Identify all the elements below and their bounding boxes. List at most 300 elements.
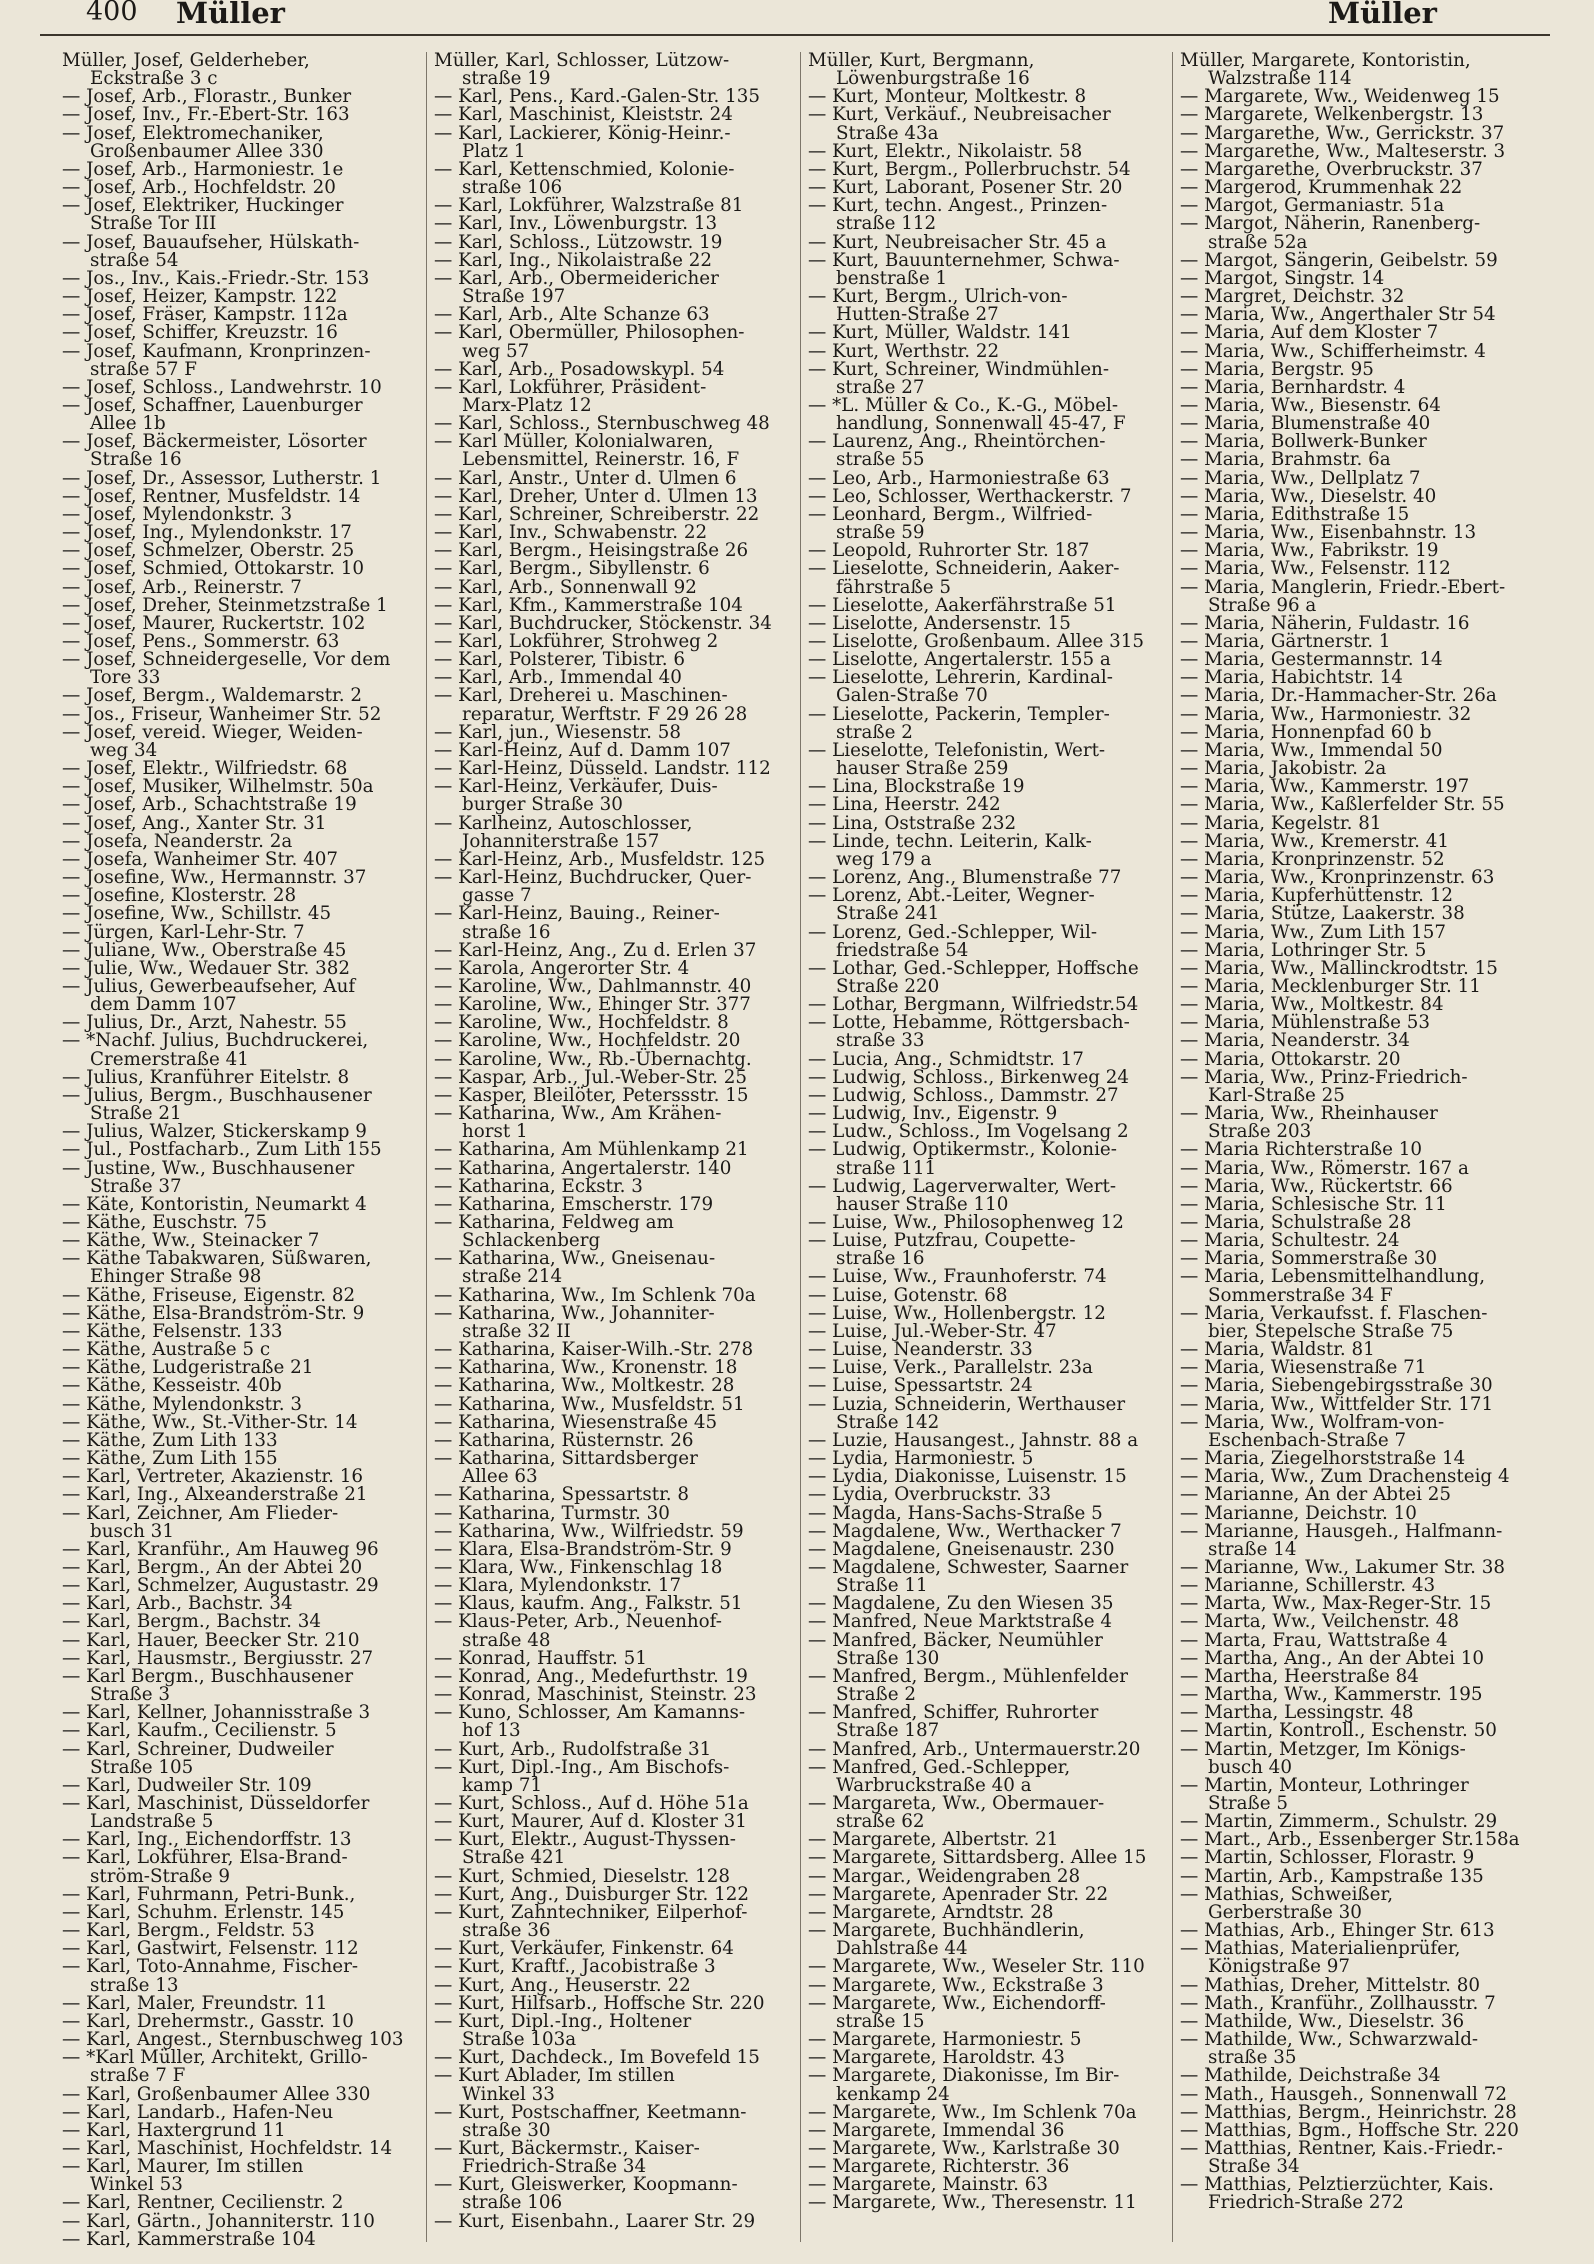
directory-entry-line: — Karl, Kaufm., Cecilienstr. 5	[62, 1720, 337, 1742]
directory-entry-line: — Käthe, Zum Lith 133	[62, 1429, 278, 1451]
directory-entry-line: Müller, Josef, Gelderheber,	[62, 52, 310, 71]
directory-entry-line: — Karl, Arb., Sonnenwall 92	[434, 576, 697, 598]
directory-entry-line: — Kurt, Hilfsarb., Hoffsche Str. 220	[434, 1992, 765, 2014]
directory-entry-line: — Maria Richterstraße 10	[1180, 1139, 1423, 1161]
directory-entry-line: — Maria, Ww., Dellplatz 7	[1180, 467, 1421, 489]
directory-entry-line: — Julie, Ww., Wedauer Str. 382	[62, 957, 351, 979]
directory-entry-line: — Maria, Ww., Rückertstr. 66	[1180, 1175, 1453, 1197]
directory-entry-line: — Julius, Gewerbeaufseher, Auf	[62, 975, 356, 997]
directory-entry-line: — Käthe, Mylendonkstr. 3	[62, 1393, 302, 1415]
directory-entry-line: — Käthe, Zum Lith 155	[62, 1448, 278, 1470]
directory-entry-line: — Maria, Sommerstraße 30	[1180, 1248, 1438, 1270]
directory-entry-line: — Karl, Bergm., Sibyllenstr. 6	[434, 558, 710, 580]
directory-entry-line: — Margarethe, Overbruckstr. 37	[1180, 158, 1483, 180]
directory-entry-line: — Margarete, Diakonisse, Im Bir-	[808, 2065, 1120, 2087]
directory-entry-line: — Karl, Kellner, Johannisstraße 3	[62, 1702, 371, 1724]
directory-entry-line: — Margarete, Albertstr. 21	[808, 1829, 1059, 1851]
directory-entry-line: handlung, Sonnenwall 45-47, F	[836, 413, 1126, 435]
directory-entry-line: Straße 96 a	[1208, 594, 1317, 616]
directory-entry-line: straße 35	[1208, 2047, 1297, 2069]
directory-entry-line: — Karoline, Ww., Dahlmannstr. 40	[434, 975, 752, 997]
directory-entry-line: — Maria, Gestermannstr. 14	[1180, 649, 1443, 671]
directory-entry-line: bier, Stepelsche Straße 75	[1208, 1320, 1454, 1342]
directory-entry-line: Winkel 53	[90, 2174, 183, 2196]
directory-entry-line: — Maria, Ww., Eisenbahnstr. 13	[1180, 522, 1477, 544]
right-running-head: Müller	[1328, 0, 1437, 30]
directory-entry-line: — Kurt, Werthstr. 22	[808, 340, 1000, 362]
directory-entry-line: — Marianne, Ww., Lakumer Str. 38	[1180, 1556, 1505, 1578]
directory-entry-line: — Karl-Heinz, Bauing., Reiner-	[434, 903, 720, 925]
directory-entry-line: — Manfred, Neue Marktstraße 4	[808, 1611, 1112, 1633]
directory-entry-line: — Matthias, Bgm., Hoffsche Str. 220	[1180, 2119, 1519, 2141]
directory-entry-line: — Math., Kranführ., Zollhausstr. 7	[1180, 1992, 1496, 2014]
directory-entry-line: hauser Straße 110	[836, 1193, 1009, 1215]
page-number: 400	[86, 0, 138, 27]
directory-entry-line: — Katharina, Am Mühlenkamp 21	[434, 1139, 749, 1161]
directory-entry-line: horst 1	[462, 1121, 528, 1143]
directory-entry-line: straße 16	[836, 1248, 925, 1270]
directory-entry-line: — Käthe, Kesseistr. 40b	[62, 1375, 282, 1397]
directory-entry-line: — Kurt, Zahntechniker, Eilperhof-	[434, 1901, 748, 1923]
directory-entry-line: — Math., Hausgeh., Sonnenwall 72	[1180, 2083, 1507, 2105]
directory-entry-line: — Martin, Arb., Kampstraße 135	[1180, 1865, 1484, 1887]
directory-entry-line: — Lothar, Bergmann, Wilfriedstr.54	[808, 994, 1139, 1016]
directory-entry-line: — Katharina, Turmstr. 30	[434, 1502, 670, 1524]
directory-entry-line: Müller, Margarete, Kontoristin,	[1180, 52, 1471, 71]
directory-entry-line: — Maria, Wiesenstraße 71	[1180, 1357, 1427, 1379]
directory-entry-line: — Karl, Ing., Nikolaistraße 22	[434, 249, 712, 271]
directory-entry-line: — Margarete, Buchhändlerin,	[808, 1920, 1085, 1942]
directory-entry-line: — Ludwig, Lagerverwalter, Wert-	[808, 1175, 1117, 1197]
directory-entry-line: — Maria, Schulstraße 28	[1180, 1212, 1412, 1233]
directory-entry-line: dem Damm 107	[90, 994, 237, 1016]
directory-entry-line: Allee 1b	[90, 413, 166, 435]
directory-entry-line: — Maria, Ww., Angerthaler Str 54	[1180, 304, 1496, 326]
directory-entry-line: — Lina, Blockstraße 19	[808, 776, 1025, 798]
directory-entry-line: — Josef, Inv., Fr.-Ebert-Str. 163	[62, 104, 350, 126]
directory-entry-line: — Justine, Ww., Buschhausener	[62, 1157, 355, 1179]
directory-entry-line: — Karl Müller, Kolonialwaren,	[434, 431, 714, 453]
directory-entry-line: — Jul., Postfacharb., Zum Lith 155	[62, 1139, 382, 1161]
directory-entry-line: — Kurt, Verkäufer, Finkenstr. 64	[434, 1938, 734, 1960]
directory-entry-line: — Maria, Bollwerk-Bunker	[1180, 431, 1427, 453]
left-running-head: Müller	[176, 0, 285, 30]
directory-entry-line: — Josef, Ang., Xanter Str. 31	[62, 812, 327, 834]
directory-entry-line: — Karl, Dudweiler Str. 109	[62, 1774, 312, 1796]
directory-entry-line: Hutten-Straße 27	[836, 304, 999, 326]
directory-entry-line: — Julius, Kranführer Eitelstr. 8	[62, 1066, 350, 1088]
column-divider	[1172, 52, 1173, 2242]
directory-entry-line: — Marta, Ww., Veilchenstr. 48	[1180, 1611, 1460, 1633]
directory-entry-line: — Maria, Mecklenburger Str. 11	[1180, 975, 1481, 997]
directory-entry-line: — Liselotte, Angertalerstr. 155 a	[808, 649, 1111, 671]
directory-entry-line: — Karl, Bergm., Heisingstraße 26	[434, 540, 749, 562]
directory-entry-line: — Maria, Ww., Fabrikstr. 19	[1180, 540, 1439, 562]
directory-entry-line: — Kurt, Elektr., Nikolaistr. 58	[808, 140, 1083, 162]
directory-entry-line: gasse 7	[462, 885, 532, 907]
directory-entry-line: — Margarete, Ww., Eichendorff-	[808, 1992, 1106, 2014]
directory-entry-line: straße 13	[90, 1974, 179, 1996]
directory-entry-line: Straße 21	[90, 1103, 182, 1125]
directory-entry-line: Eschenbach-Straße 7	[1208, 1429, 1407, 1451]
directory-entry-line: — Josef, Elektriker, Huckinger	[62, 195, 344, 217]
directory-entry-line: — Karl, Arb., Obermeidericher	[434, 267, 719, 289]
directory-entry-line: — Luise, Ww., Philosophenweg 12	[808, 1212, 1124, 1233]
directory-entry-line: straße 15	[836, 2010, 925, 2032]
directory-entry-line: weg 179 a	[836, 848, 932, 870]
directory-entry-line: — Josef, Arb., Florastr., Bunker	[62, 86, 352, 108]
directory-entry-line: burger Straße 30	[462, 794, 623, 816]
directory-entry-line: — Luzie, Hausangest., Jahnstr. 88 a	[808, 1429, 1139, 1451]
directory-entry-line: — Käthe, Euschstr. 75	[62, 1212, 268, 1233]
directory-entry-line: — Mathias, Materialienprüfer,	[1180, 1938, 1461, 1960]
directory-entry-line: — Karl, Kettenschmied, Kolonie-	[434, 158, 735, 180]
directory-entry-line: — Manfred, Ged.-Schlepper,	[808, 1756, 1071, 1778]
directory-entry-line: — Karl, Haxtergrund 11	[62, 2119, 286, 2141]
directory-entry-line: — Luise, Putzfrau, Coupette-	[808, 1230, 1076, 1252]
directory-entry-line: — Maria, Ww., Schifferheimstr. 4	[1180, 340, 1486, 362]
directory-entry-line: — Mart., Arb., Essenberger Str.158a	[1180, 1829, 1520, 1851]
directory-entry-line: — Josef, Fräser, Kampstr. 112a	[62, 304, 348, 326]
directory-entry-line: — Konrad, Hauffstr. 51	[434, 1647, 647, 1669]
directory-entry-line: Tore 33	[90, 667, 161, 689]
directory-entry-line: — Lorenz, Ang., Blumenstraße 77	[808, 867, 1122, 889]
directory-entry-line: — Josef, Bauaufseher, Hülskath-	[62, 231, 360, 253]
directory-entry-line: — Karl, Inv., Löwenburgstr. 13	[434, 213, 718, 235]
directory-entry-line: — Ludwig, Inv., Eigenstr. 9	[808, 1103, 1058, 1125]
directory-entry-line: — Josef, Maurer, Ruckertstr. 102	[62, 612, 366, 634]
directory-entry-line: — Martha, Ww., Kammerstr. 195	[1180, 1684, 1483, 1706]
directory-entry-line: — Kaspar, Arb., Jul.-Weber-Str. 25	[434, 1066, 748, 1088]
directory-entry-line: — Marta, Ww., Max-Reger-Str. 15	[1180, 1593, 1492, 1615]
directory-entry-line: — Luise, Verk., Parallelstr. 23a	[808, 1357, 1093, 1379]
directory-entry-line: — Karl Bergm., Buschhausener	[62, 1665, 354, 1687]
directory-entry-line: — Kurt, Bergm., Ulrich-von-	[808, 286, 1068, 308]
directory-entry-line: straße 14	[1208, 1538, 1297, 1560]
directory-entry-line: — Maria, Ziegelhorststraße 14	[1180, 1448, 1466, 1470]
directory-entry-line: Straße 5	[1208, 1793, 1288, 1814]
directory-entry-line: Straße 3	[90, 1684, 170, 1706]
directory-entry-line: — Konrad, Ang., Medefurthstr. 19	[434, 1665, 748, 1687]
directory-entry-line: — Margarete, Immendal 36	[808, 2119, 1065, 2141]
directory-entry-line: — Karl, Rentner, Cecilienstr. 2	[62, 2192, 344, 2214]
directory-entry-line: — Karl-Heinz, Arb., Musfeldstr. 125	[434, 848, 766, 870]
directory-entry-line: — Josef, Kaufmann, Kronprinzen-	[62, 340, 371, 362]
page-header	[0, 0, 1594, 42]
directory-entry-line: — Lotte, Hebamme, Röttgersbach-	[808, 1012, 1130, 1034]
directory-entry-line: — Margot, Singstr. 14	[1180, 267, 1385, 289]
directory-entry-line: — Karl, Arb., Bachstr. 34	[62, 1593, 293, 1615]
directory-entry-line: — Kurt, Laborant, Posener Str. 20	[808, 177, 1123, 199]
directory-entry-line: — Karl, Hausmstr., Bergiusstr. 27	[62, 1647, 374, 1669]
directory-entry-line: — Karl, Großenbaumer Allee 330	[62, 2083, 371, 2105]
directory-entry-line: Straße 142	[836, 1411, 940, 1433]
directory-entry-line: — Maria, Ww., Wolfram-von-	[1180, 1411, 1445, 1433]
directory-entry-line: — Maria, Ww., Prinz-Friedrich-	[1180, 1066, 1468, 1088]
directory-entry-line: — Jürgen, Karl-Lehr-Str. 7	[62, 921, 305, 943]
directory-entry-line: — Kuno, Schlosser, Am Kamanns-	[434, 1702, 746, 1724]
directory-entry-line: — Margarete, Harmoniestr. 5	[808, 2029, 1082, 2051]
directory-entry-line: — *Karl Müller, Architekt, Grillo-	[62, 2047, 368, 2069]
directory-entry-line: Eckstraße 3 c	[90, 68, 218, 90]
directory-entry-line: — Mathilde, Deichstraße 34	[1180, 2065, 1441, 2087]
directory-entry-line: — Mathilde, Ww., Dieselstr. 36	[1180, 2010, 1465, 2032]
directory-entry-line: straße 55	[836, 449, 925, 471]
directory-entry-line: hauser Straße 259	[836, 758, 1009, 780]
directory-entry-line: — Karl, Gastwirt, Felsenstr. 112	[62, 1938, 359, 1960]
directory-entry-line: — Luise, Gotenstr. 68	[808, 1284, 1008, 1306]
directory-entry-line: kenkamp 24	[836, 2083, 950, 2105]
directory-entry-line: — Katharina, Ww., Musfeldstr. 51	[434, 1393, 745, 1415]
directory-entry-line: — Mathias, Schweißer,	[1180, 1883, 1394, 1905]
directory-entry-line: — Maria, Ww., Mallinckrodtstr. 15	[1180, 957, 1498, 979]
directory-entry-line: straße 48	[462, 1629, 551, 1651]
directory-entry-line: — Klara, Mylendonkstr. 17	[434, 1575, 682, 1597]
directory-entry-line: — Maria, Ww., Dieselstr. 40	[1180, 485, 1437, 507]
directory-entry-line: weg 34	[90, 739, 158, 761]
directory-entry-line: Straße 2	[836, 1684, 916, 1706]
directory-entry-line: — Käte, Kontoristin, Neumarkt 4	[62, 1193, 367, 1215]
directory-entry-line: — Josef, Heizer, Kampstr. 122	[62, 286, 338, 308]
directory-entry-line: busch 31	[90, 1520, 174, 1542]
directory-entry-line: — Karl, Zeichner, Am Flieder-	[62, 1502, 339, 1524]
directory-entry-line: — Kurt, Monteur, Moltkestr. 8	[808, 86, 1087, 108]
directory-entry-line: Cremerstraße 41	[90, 1048, 249, 1070]
directory-entry-line: — Katharina, Ww., Wilfriedstr. 59	[434, 1520, 744, 1542]
directory-entry-line: — Maria, Ottokarstr. 20	[1180, 1048, 1401, 1070]
directory-entry-line: — Marta, Frau, Wattstraße 4	[1180, 1629, 1448, 1651]
directory-entry-line: — Karl, Ing., Alxeanderstraße 21	[62, 1484, 368, 1506]
directory-entry-line: — Manfred, Bergm., Mühlenfelder	[808, 1665, 1128, 1687]
directory-entry-line: — Josef, Elektr., Wilfriedstr. 68	[62, 758, 348, 780]
directory-entry-line: Warbruckstraße 40 a	[836, 1774, 1032, 1796]
directory-entry-line: — Karl, Drehermstr., Gasstr. 10	[62, 2010, 354, 2032]
directory-entry-line: — Kurt, Kraftf., Jacobistraße 3	[434, 1956, 716, 1978]
directory-entry-line: straße 54	[90, 249, 179, 271]
directory-entry-line: — Kurt, Bergm., Pollerbruchstr. 54	[808, 158, 1131, 180]
directory-entry-line: — Matthias, Pelztierzüchter, Kais.	[1180, 2174, 1494, 2196]
directory-entry-line: ström-Straße 9	[90, 1865, 230, 1887]
directory-entry-line: — Katharina, Ww., Gneisenau-	[434, 1248, 716, 1270]
directory-entry-line: — Maria, Näherin, Fuldastr. 16	[1180, 612, 1470, 634]
directory-entry-line: Lebensmittel, Reinerstr. 16, F	[462, 449, 740, 471]
directory-entry-line: — Karl, Maschinist, Hochfeldstr. 14	[62, 2137, 393, 2159]
directory-entry-line: — Maria, Bernhardstr. 4	[1180, 376, 1406, 398]
directory-entry-line: straße 57 F	[90, 358, 197, 380]
directory-entry-line: Walzstraße 114	[1208, 68, 1352, 90]
directory-entry-line: — Karl, Maurer, Im stillen	[62, 2156, 304, 2178]
directory-entry-line: fährstraße 5	[836, 576, 952, 598]
directory-entry-line: — Magdalene, Schwester, Saarner	[808, 1556, 1129, 1578]
directory-entry-line: Johanniterstraße 157	[462, 830, 660, 852]
directory-entry-line: — Margarete, Haroldstr. 43	[808, 2047, 1065, 2069]
directory-entry-line: — Maria, Ww., Harmoniestr. 32	[1180, 703, 1472, 725]
directory-entry-line: — Josef, Dr., Assessor, Lutherstr. 1	[62, 467, 382, 489]
directory-entry-line: — Katharina, Ww., Im Schlenk 70a	[434, 1284, 756, 1306]
directory-entry-line: Straße 241	[836, 903, 940, 925]
directory-entry-line: — Maria, Lothringer Str. 5	[1180, 939, 1427, 961]
directory-entry-line: Galen-Straße 70	[836, 685, 988, 707]
directory-entry-line: — Karola, Angerorter Str. 4	[434, 957, 690, 979]
directory-entry-line: straße 62	[836, 1811, 925, 1833]
directory-entry-line: — Karl-Heinz, Verkäufer, Duis-	[434, 776, 718, 798]
directory-entry-line: — Maria, Dr.-Hammacher-Str. 26a	[1180, 685, 1497, 707]
directory-entry-line: — Manfred, Schiffer, Ruhrorter	[808, 1702, 1099, 1724]
directory-entry-line: straße 27	[836, 376, 925, 398]
directory-entry-line: — Karl, Anstr., Unter d. Ulmen 6	[434, 467, 737, 489]
directory-entry-line: straße 16	[462, 921, 551, 943]
directory-entry-line: — Maria, Ww., Kremerstr. 41	[1180, 830, 1449, 852]
directory-entry-line: — Karl, Toto-Annahme, Fischer-	[62, 1956, 359, 1978]
directory-entry-line: — Juliane, Ww., Oberstraße 45	[62, 939, 347, 961]
directory-entry-line: straße 112	[836, 213, 937, 235]
directory-entry-line: — Josef, Arb., Hochfeldstr. 20	[62, 177, 336, 199]
directory-entry-line: — Karl, Pens., Kard.-Galen-Str. 135	[434, 86, 760, 108]
directory-entry-line: — Margareta, Ww., Obermauer-	[808, 1793, 1105, 1814]
directory-entry-line: — Martha, Ang., An der Abtei 10	[1180, 1647, 1485, 1669]
directory-entry-line: — Kurt, Schmied, Dieselstr. 128	[434, 1865, 731, 1887]
directory-entry-line: — Karl, Inv., Schwabenstr. 22	[434, 522, 708, 544]
directory-entry-line: — Katharina, Ww., Am Krähen-	[434, 1103, 722, 1125]
directory-entry-line: — Magdalene, Zu den Wiesen 35	[808, 1593, 1114, 1615]
directory-entry-line: — Julius, Bergm., Buschhausener	[62, 1084, 372, 1106]
directory-entry-line: — Magdalene, Ww., Werthacker 7	[808, 1520, 1122, 1542]
directory-entry-line: — Kurt, Elektr., August-Thyssen-	[434, 1829, 736, 1851]
directory-entry-line: — Marianne, Schillerstr. 43	[1180, 1575, 1436, 1597]
directory-entry-line: — Maria, Ww., Römerstr. 167 a	[1180, 1157, 1469, 1179]
directory-entry-line: — Karl, Polsterer, Tibistr. 6	[434, 649, 686, 671]
directory-entry-line: — Luzia, Schneiderin, Werthauser	[808, 1393, 1126, 1415]
directory-entry-line: hof 13	[462, 1720, 521, 1742]
directory-entry-line: — Maria, Ww., Biesenstr. 64	[1180, 394, 1441, 416]
directory-entry-line: straße 32 II	[462, 1320, 571, 1342]
directory-entry-line: weg 57	[462, 340, 530, 362]
directory-entry-line: — Josef, Schneidergeselle, Vor dem	[62, 649, 391, 671]
directory-entry-line: Friedrich-Straße 272	[1208, 2192, 1404, 2213]
directory-entry-line: — Maria, Ww., Felsenstr. 112	[1180, 558, 1451, 580]
directory-entry-line: — Katharina, Spessartstr. 8	[434, 1484, 690, 1506]
directory-entry-line: — Konrad, Maschinist, Steinstr. 23	[434, 1684, 757, 1706]
directory-entry-line: — Kurt, Maurer, Auf d. Kloster 31	[434, 1811, 747, 1833]
directory-entry-line: straße 30	[462, 2119, 551, 2141]
directory-entry-line: Großenbaumer Allee 330	[90, 140, 324, 162]
directory-entry-line: — Josefine, Ww., Hermannstr. 37	[62, 867, 367, 889]
directory-entry-line: — Maria, Bergstr. 95	[1180, 358, 1374, 380]
directory-entry-line: — Karl, Kammerstraße 104	[62, 2228, 316, 2249]
directory-entry-line: — Katharina, Ww., Johanniter-	[434, 1302, 715, 1324]
directory-entry-line: — Karl-Heinz, Auf d. Damm 107	[434, 739, 731, 761]
directory-entry-line: — Karl, Kranführ., Am Hauweg 96	[62, 1538, 379, 1560]
directory-entry-line: — Maria, Jakobistr. 2a	[1180, 758, 1387, 780]
directory-entry-line: Allee 63	[462, 1466, 538, 1488]
directory-entry-line: — Josefa, Neanderstr. 2a	[62, 830, 293, 852]
directory-entry-line: — Karl-Heinz, Buchdrucker, Quer-	[434, 867, 752, 889]
directory-entry-line: — Martha, Heerstraße 84	[1180, 1665, 1419, 1687]
directory-entry-line: — Margarete, Apenrader Str. 22	[808, 1883, 1109, 1905]
directory-entry-line: Straße 105	[90, 1756, 194, 1778]
directory-entry-line: — Karl-Heinz, Ang., Zu d. Erlen 37	[434, 939, 757, 961]
directory-entry-line: Straße 203	[1208, 1121, 1312, 1143]
directory-entry-line: — Maria, Ww., Zum Drachensteig 4	[1180, 1466, 1510, 1488]
directory-entry-line: — Karl, Buchdrucker, Stöckenstr. 34	[434, 612, 772, 634]
directory-entry-line: — Katharina, Eckstr. 3	[434, 1175, 643, 1197]
directory-entry-line: — Klara, Elsa-Brandström-Str. 9	[434, 1538, 732, 1560]
directory-entry-line: — Lorenz, Abt.-Leiter, Wegner-	[808, 885, 1095, 907]
directory-entry-line: — Josef, Schmelzer, Oberstr. 25	[62, 540, 355, 562]
directory-entry-line: — Margerod, Krummenhak 22	[1180, 177, 1463, 199]
directory-entry-line: — Lothar, Ged.-Schlepper, Hoffsche	[808, 957, 1139, 979]
directory-entry-line: — Katharina, Kaiser-Wilh.-Str. 278	[434, 1339, 754, 1361]
directory-entry-line: — Maria, Ww., Wittfelder Str. 171	[1180, 1393, 1494, 1415]
directory-entry-line: — Maria, Siebengebirgsstraße 30	[1180, 1375, 1493, 1397]
directory-entry-line: — Jos., Friseur, Wanheimer Str. 52	[62, 703, 382, 725]
directory-entry-line: — Josef, Arb., Harmoniestr. 1e	[62, 158, 344, 180]
directory-entry-line: Straße 34	[1208, 2156, 1300, 2178]
directory-entry-line: — Klara, Ww., Finkenschlag 18	[434, 1556, 723, 1578]
directory-entry-line: — Linde, techn. Leiterin, Kalk-	[808, 830, 1092, 852]
directory-entry-line: — Kurt, Müller, Waldstr. 141	[808, 322, 1072, 344]
directory-entry-line: — Magdalene, Gneisenaustr. 230	[808, 1538, 1115, 1560]
directory-entry-line: straße 106	[462, 177, 563, 199]
directory-entry-line: — Katharina, Angertalerstr. 140	[434, 1157, 732, 1179]
directory-entry-line: — Josefa, Wanheimer Str. 407	[62, 848, 339, 870]
directory-entry-line: — Lina, Oststraße 232	[808, 812, 1017, 834]
directory-entry-line: Marx-Platz 12	[462, 394, 592, 416]
directory-entry-line: straße 2	[836, 721, 913, 743]
directory-entry-line: — Klaus-Peter, Arb., Neuenhof-	[434, 1611, 722, 1633]
directory-entry-line: — Karoline, Ww., Ehinger Str. 377	[434, 994, 751, 1016]
directory-entry-line: — Josef, Mylendonkstr. 3	[62, 503, 293, 525]
column-divider	[426, 52, 427, 2242]
directory-entry-line: — Karoline, Ww., Hochfeldstr. 20	[434, 1030, 741, 1052]
directory-entry-line: — Käthe, Felsenstr. 133	[62, 1320, 283, 1342]
directory-entry-line: — Marianne, An der Abtei 25	[1180, 1484, 1452, 1506]
directory-entry-line: Platz 1	[462, 140, 526, 162]
directory-entry-line: — Kurt, Neubreisacher Str. 45 a	[808, 231, 1107, 253]
directory-entry-line: reparatur, Werftstr. F 29 26 28	[462, 703, 748, 725]
directory-entry-line: — Josefine, Klosterstr. 28	[62, 885, 297, 907]
directory-entry-line: Dahlstraße 44	[836, 1938, 968, 1960]
directory-entry-line: Straße 37	[90, 1175, 182, 1197]
directory-entry-line: busch 40	[1208, 1756, 1292, 1778]
directory-entry-line: — Karl, Landarb., Hafen-Neu	[62, 2101, 334, 2123]
directory-entry-line: — Kasper, Bleilöter, Peterssstr. 15	[434, 1084, 749, 1106]
directory-entry-line: — Maria, Ww., Kammerstr. 197	[1180, 776, 1470, 798]
directory-entry-line: — Käthe, Ww., Steinacker 7	[62, 1230, 320, 1252]
directory-entry-line: — Karl, Bergm., Feldstr. 53	[62, 1920, 315, 1942]
directory-entry-line: — Kurt, Verkäuf., Neubreisacher	[808, 104, 1111, 126]
directory-entry-line: — Karl, Ing., Eichendorffstr. 13	[62, 1829, 352, 1851]
directory-entry-line: — Margarete, Arndtstr. 28	[808, 1901, 1054, 1923]
directory-entry-line: — Karl, Arb., Immendal 40	[434, 667, 682, 689]
directory-entry-line: — Martin, Schlosser, Florastr. 9	[1180, 1847, 1475, 1869]
directory-entry-line: — Karoline, Ww., Hochfeldstr. 8	[434, 1012, 729, 1034]
directory-entry-line: — Josef, Schiffer, Kreuzstr. 16	[62, 322, 338, 344]
directory-entry-line: — Käthe, Friseuse, Eigenstr. 82	[62, 1284, 356, 1306]
directory-entry-line: — Margarete, Sittardsberg. Allee 15	[808, 1847, 1147, 1869]
directory-entry-line: — Margarete, Mainstr. 63	[808, 2174, 1048, 2196]
directory-entry-line: — Lorenz, Ged.-Schlepper, Wil-	[808, 921, 1098, 943]
directory-entry-line: — Margarete, Ww., Weseler Str. 110	[808, 1956, 1145, 1978]
directory-entry-line: — Marianne, Hausgeh., Halfmann-	[1180, 1520, 1503, 1542]
directory-entry-line: — Margot, Näherin, Ranenberg-	[1180, 213, 1481, 235]
directory-entry-line: — Ludwig, Optikermstr., Kolonie-	[808, 1139, 1117, 1161]
directory-entry-line: — Lucia, Ang., Schmidtstr. 17	[808, 1048, 1084, 1070]
directory-entry-line: — Jos., Inv., Kais.-Friedr.-Str. 153	[62, 267, 370, 289]
directory-entry-line: — Karl, Maler, Freundstr. 11	[62, 1992, 328, 2014]
directory-entry-line: — Kurt, Dipl.-Ing., Holtener	[434, 2010, 692, 2032]
directory-entry-line: Müller, Kurt, Bergmann,	[808, 52, 1035, 71]
